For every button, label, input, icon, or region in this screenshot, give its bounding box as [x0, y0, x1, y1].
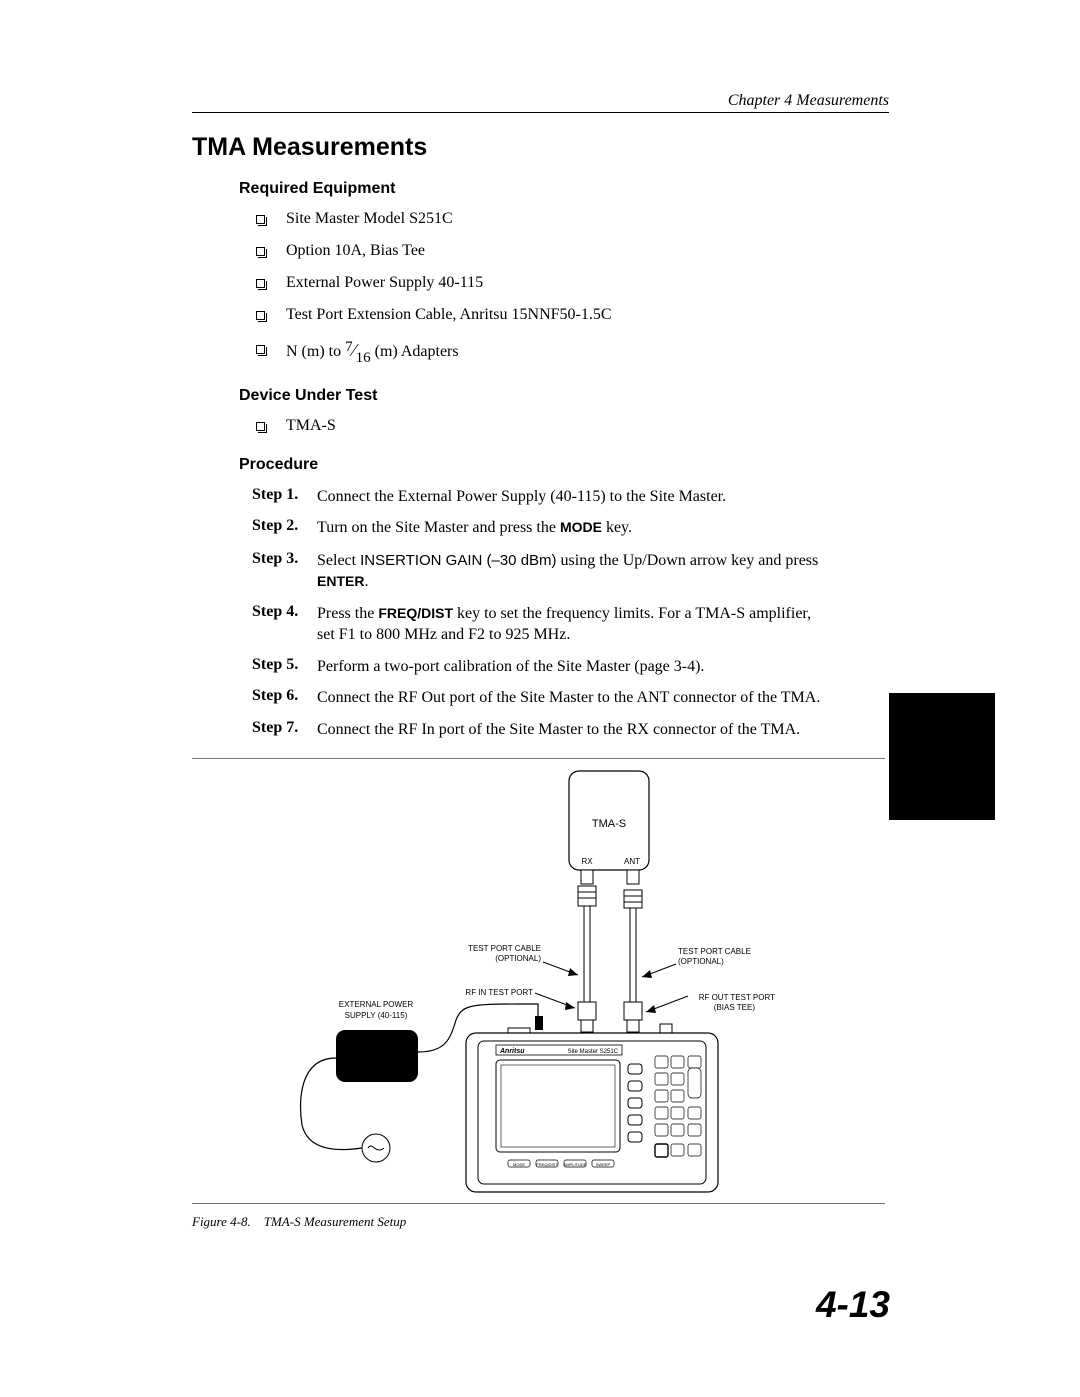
equipment-item: Option 10A, Bias Tee: [286, 242, 426, 259]
soft-key: [628, 1132, 642, 1142]
cable-right-label-1: TEST PORT CABLE: [678, 947, 751, 956]
enter-key-label: ENTER: [317, 573, 365, 589]
keypad-key: [671, 1124, 684, 1136]
rx-connector: [578, 870, 596, 906]
soft-key: [628, 1081, 642, 1091]
cable-left-label-2: (OPTIONAL): [495, 954, 541, 963]
keypad-key: [688, 1144, 701, 1156]
right-test-port-cable: [630, 908, 636, 1002]
rf-in-port-connector: [578, 1002, 596, 1032]
psu-label-2: SUPPLY (40-115): [344, 1011, 408, 1020]
step-label: Step 6.: [252, 687, 299, 704]
caption-title: TMA-S Measurement Setup: [263, 1214, 407, 1229]
procedure-heading: Procedure: [239, 456, 319, 473]
step-text-part: .: [364, 573, 369, 590]
keypad-key: [655, 1090, 668, 1102]
cable-left-label-1: TEST PORT CABLE: [468, 944, 541, 953]
equipment-item: External Power Supply 40-115: [286, 274, 484, 291]
freq-dist-key-label: FREQ/DIST: [378, 605, 453, 621]
adapter-prefix: N (m) to: [286, 343, 342, 360]
step-text: Connect the External Power Supply (40-115) to the Site Master.: [317, 488, 727, 505]
step-label: Step 5.: [252, 656, 299, 673]
ant-label: ANT: [624, 857, 640, 866]
keypad-key: [671, 1107, 684, 1119]
mode-key-text: MODE: [513, 1162, 525, 1167]
keypad-key: [655, 1056, 668, 1068]
bias-tee-label: (BIAS TEE): [713, 1003, 755, 1012]
step-text: Perform a two-port calibration of the Site Master (page 3-4).: [317, 658, 705, 675]
step-text: Connect the RF In port of the Site Master to the RX connector of the TMA.: [317, 721, 801, 738]
psu-label-1: EXTERNAL POWER: [338, 1000, 414, 1009]
keypad-key: [688, 1056, 701, 1068]
arrowhead-icon: [565, 1002, 575, 1010]
step-label: Step 7.: [252, 719, 299, 736]
fraction-slash: ⁄: [352, 340, 356, 360]
amplitude-key-text: AMPLITUDE: [563, 1162, 587, 1167]
mode-key-label: MODE: [559, 519, 602, 535]
model-label: Site Master S251C: [567, 1049, 618, 1055]
sweep-key-text: SWEEP: [595, 1162, 611, 1167]
dc-plug: [535, 1016, 543, 1030]
page-title: TMA Measurements: [192, 133, 428, 161]
keypad-key: [671, 1090, 684, 1102]
ant-connector: [624, 870, 642, 908]
external-power-supply: [336, 1030, 418, 1082]
site-master-instrument: [466, 1024, 718, 1192]
soft-key: [628, 1115, 642, 1125]
dut-heading: Device Under Test: [239, 387, 378, 404]
step-text-part: Turn on the Site Master and press the: [317, 519, 556, 536]
rf-out-port-connector: [624, 1002, 642, 1032]
equipment-item: Site Master Model S251C: [286, 210, 453, 227]
step-label: Step 4.: [252, 603, 299, 620]
arrowhead-icon: [646, 1005, 656, 1013]
up-down-arrow-key: [688, 1068, 701, 1098]
arrowhead-icon: [642, 970, 652, 978]
keypad-key: [655, 1073, 668, 1085]
step-text-part: key to set the frequency limits. For a TMA-S amplifier,: [457, 605, 812, 622]
adapter-suffix: (m) Adapters: [374, 343, 459, 360]
step-label: Step 1.: [252, 486, 299, 503]
figure-caption: [192, 1214, 406, 1230]
insertion-gain-selection: INSERTION GAIN (–30 dBm): [360, 552, 557, 569]
rf-out-label: RF OUT TEST PORT: [698, 993, 775, 1002]
freq-dist-key-text: FREQ/DIST: [536, 1162, 558, 1167]
rx-label: RX: [581, 857, 593, 866]
running-head: Chapter 4 Measurements: [727, 92, 889, 109]
ac-plug-icon: [362, 1134, 390, 1162]
caption-number: Figure 4-8.: [192, 1214, 251, 1229]
required-equipment-heading: Required Equipment: [239, 180, 396, 197]
step-text-part: Select: [317, 552, 357, 569]
equipment-item: Test Port Extension Cable, Anritsu 15NNF50-1.5C: [286, 306, 612, 323]
step-text-part: using the Up/Down arrow key and press: [560, 552, 819, 569]
step-text-part: Press the: [317, 605, 375, 622]
keypad-key: [655, 1124, 668, 1136]
keypad-key: [655, 1107, 668, 1119]
keypad-key: [671, 1056, 684, 1068]
power-key: [655, 1144, 668, 1157]
tma-label: TMA-S: [591, 818, 627, 830]
fraction-numerator: 7: [345, 339, 353, 355]
arrowhead-icon: [568, 968, 578, 976]
step-label: Step 2.: [252, 517, 299, 534]
left-test-port-cable: [584, 906, 590, 1002]
step-text-part: key.: [605, 519, 632, 536]
cable-right-label-2: (OPTIONAL): [678, 957, 724, 966]
page-number: 4-13: [815, 1284, 890, 1325]
step-label: Step 3.: [252, 550, 299, 567]
soft-key: [628, 1098, 642, 1108]
figure-rule-bottom: [192, 1203, 885, 1204]
keypad-key: [671, 1073, 684, 1085]
brand-label: Anritsu: [500, 1048, 525, 1055]
step-text-part: set F1 to 800 MHz and F2 to 925 MHz.: [317, 626, 571, 643]
soft-key: [628, 1064, 642, 1074]
keypad-key: [688, 1124, 701, 1136]
dut-item: TMA-S: [286, 417, 336, 434]
keypad-key: [671, 1144, 684, 1156]
keypad-key: [688, 1107, 701, 1119]
step-text: Connect the RF Out port of the Site Master to the ANT connector of the TMA.: [317, 689, 821, 706]
fraction-denominator: 16: [355, 350, 371, 366]
rf-in-label: RF IN TEST PORT: [465, 988, 533, 997]
